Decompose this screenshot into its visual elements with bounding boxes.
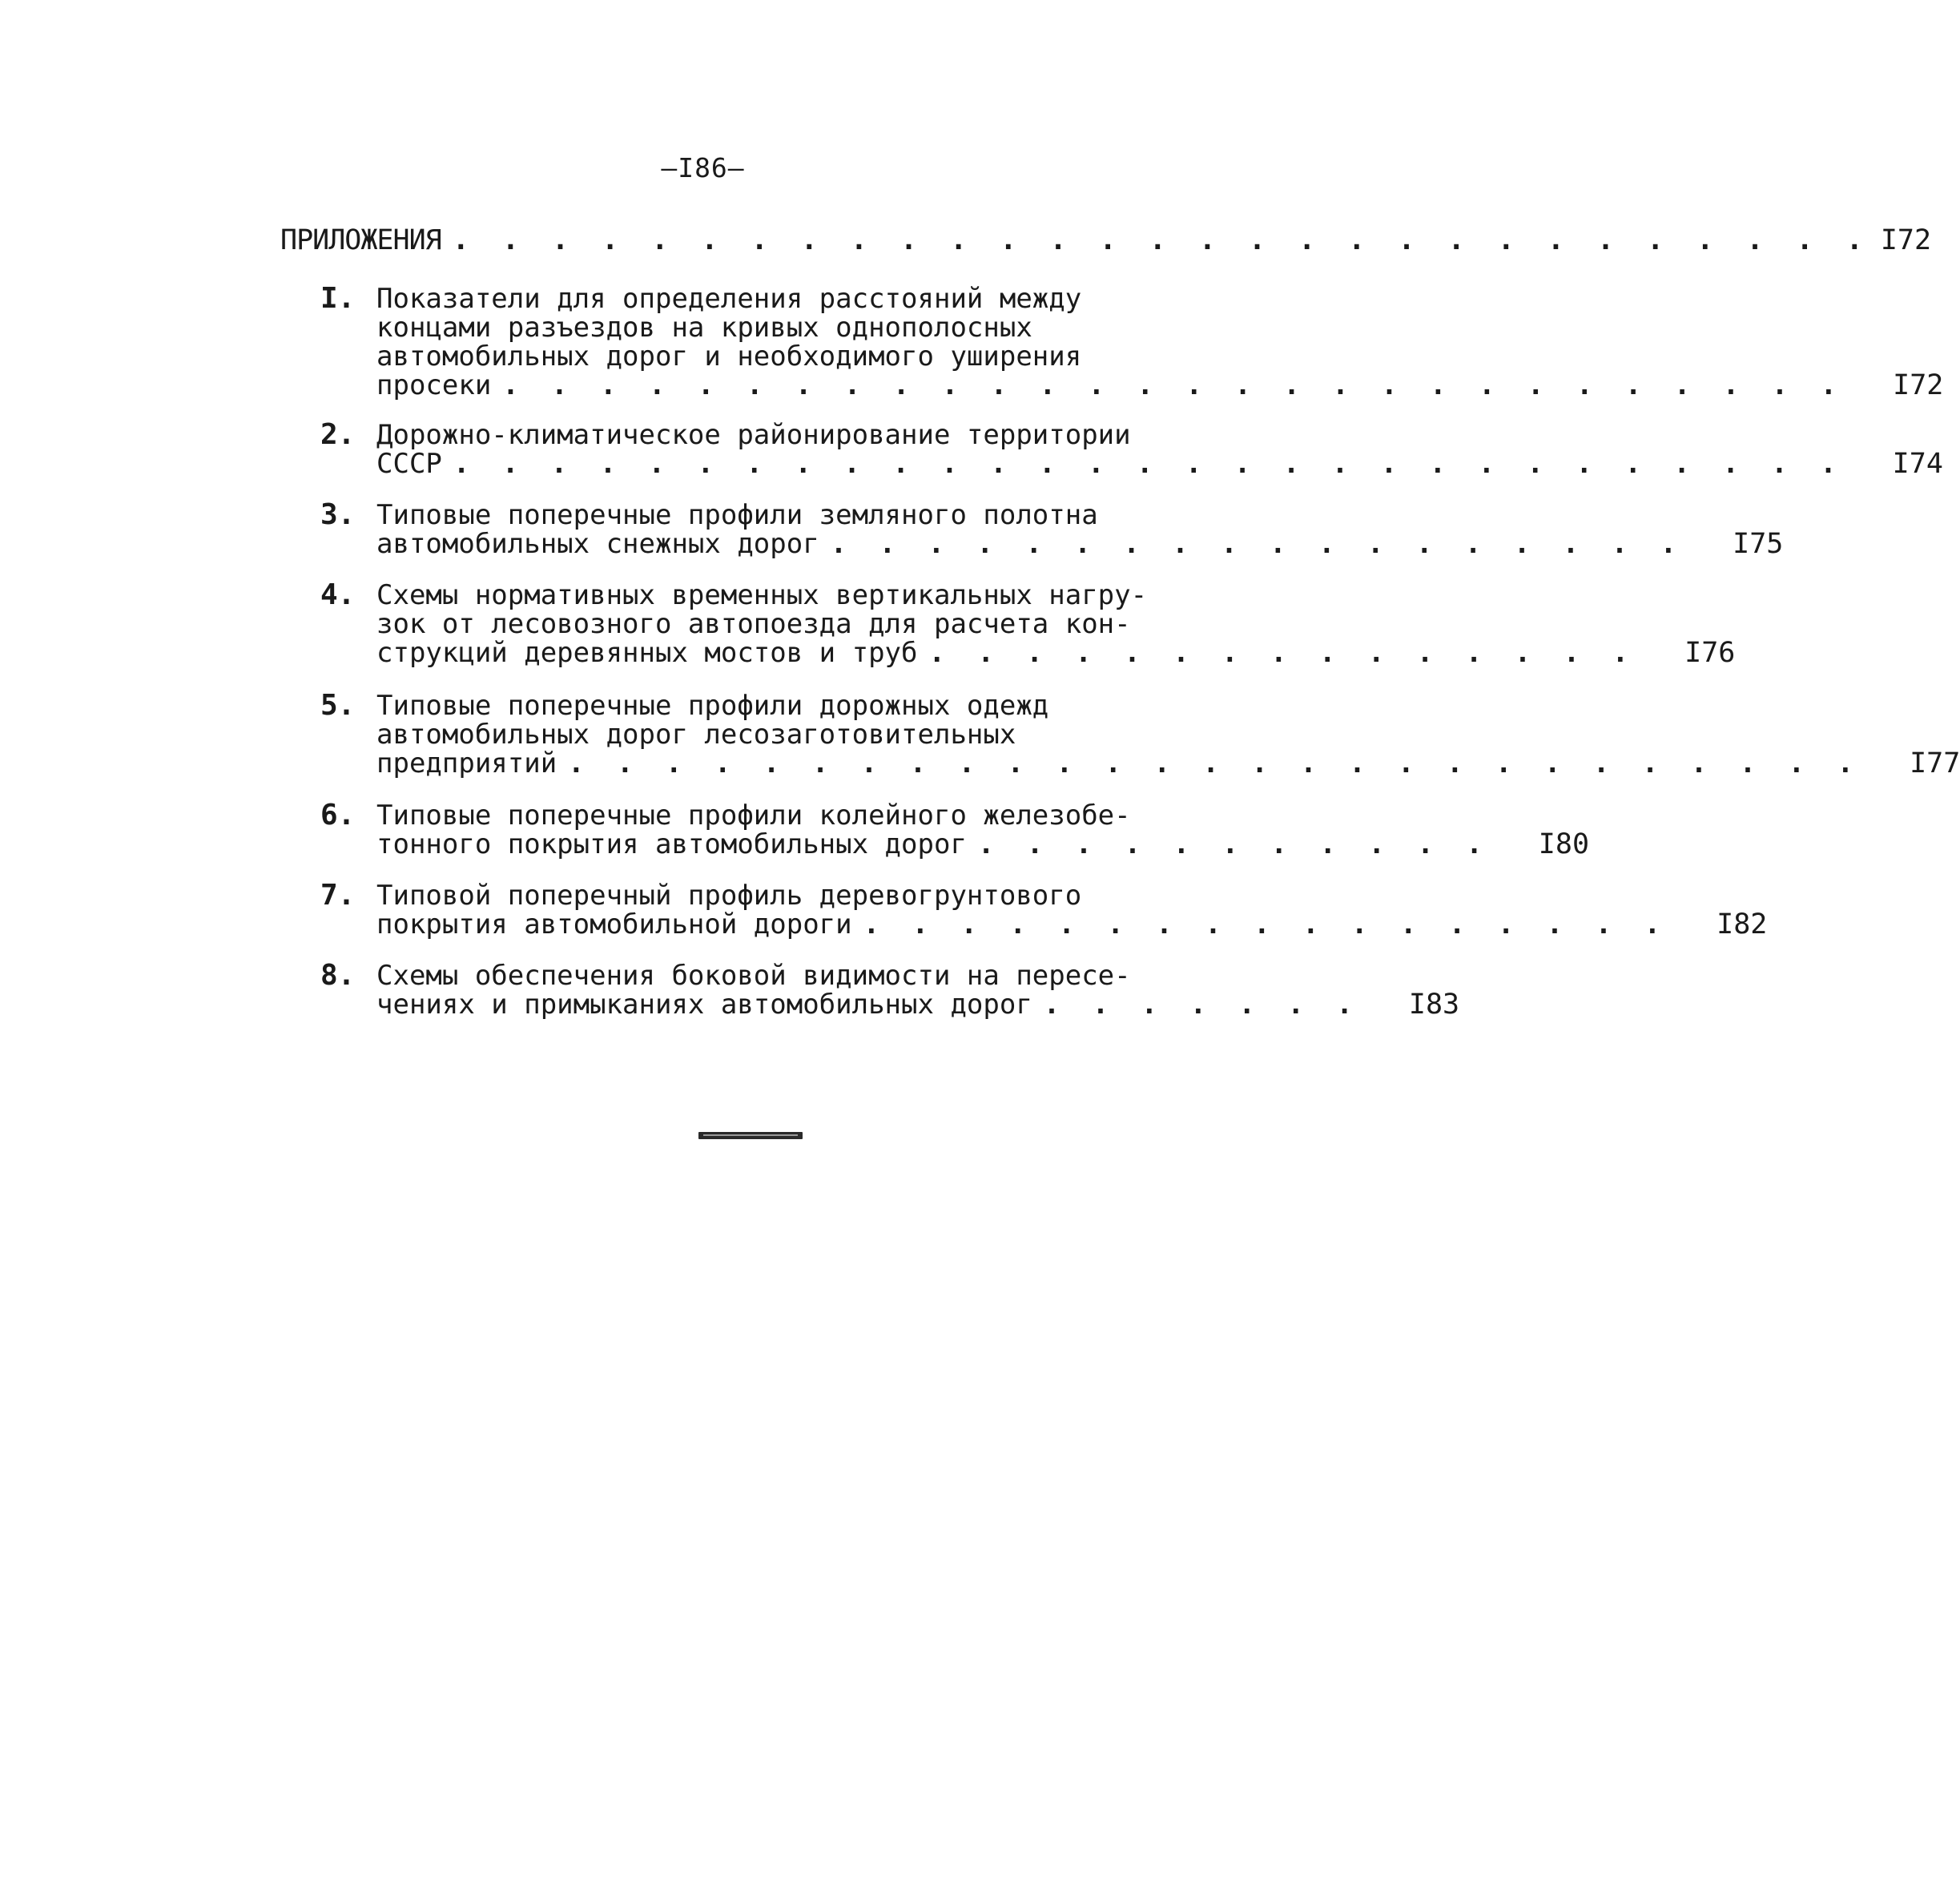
toc-heading	[280, 224, 1932, 256]
toc-entry-page: I83	[1408, 989, 1460, 1021]
toc-entry-line: чениях и примыканиях автомобильных дорог	[376, 989, 1032, 1021]
toc-entry-last-line	[376, 637, 1736, 669]
toc-entry-last-line	[376, 369, 1944, 401]
toc-entry-line: струкций деревянных мостов и труб	[376, 637, 918, 669]
toc-entry-line: автомобильных снежных дорог	[376, 528, 819, 560]
toc-entry-body	[376, 799, 1590, 860]
toc-entry-body	[376, 579, 1736, 669]
toc-entry-line: Схемы нормативных временных вертикальных нагру-	[376, 579, 1148, 611]
toc-entry-body	[376, 880, 1768, 940]
toc-entry-number: 5.	[320, 689, 356, 722]
toc-entry-page: I82	[1717, 908, 1768, 940]
toc-entry-body	[376, 499, 1784, 560]
toc-entry-line: предприятий	[376, 747, 557, 779]
toc-entry-line: Дорожно-климатическое районирование территории	[376, 419, 1131, 451]
toc-entry-number: 2.	[320, 418, 356, 451]
toc-heading-page: I72	[1880, 224, 1932, 256]
dot-leader: . . . . . . . . . . . . . . . . . . . . . . . . . . . . .	[452, 224, 1871, 256]
toc-entry-line: автомобильных дорог и необходимого уширения	[376, 340, 1082, 373]
toc-entry-body	[376, 283, 1944, 401]
toc-entry-last-line	[376, 828, 1590, 860]
toc-entry-line: тонного покрытия автомобильных дорог	[376, 828, 967, 860]
toc-entry-last-line	[376, 528, 1784, 560]
toc-entry-line: Типовой поперечный профиль деревогрунтового	[376, 880, 1082, 912]
toc-entry-page: I77	[1910, 747, 1960, 779]
dot-leader: . . . . . . . . . . . . . . . . . . . . . . . . . . . . .	[453, 448, 1845, 480]
toc-entry-last-line	[376, 908, 1768, 940]
toc-heading-title: ПРИЛОЖЕНИЯ	[280, 224, 441, 256]
toc-entry-number: 3.	[320, 498, 356, 531]
toc-entry-line: Схемы обеспечения боковой видимости на пересе-	[376, 960, 1131, 992]
toc-entry-line: автомобильных дорог лесозаготовительных	[376, 719, 1016, 751]
toc-entry-line: просеки	[376, 369, 492, 401]
toc-entry-last-line	[376, 989, 1460, 1021]
toc-entry-number: 6.	[320, 799, 356, 832]
toc-entry-body	[376, 960, 1460, 1021]
toc-entry-number: 7.	[320, 879, 356, 912]
end-of-section-rule	[698, 1132, 803, 1139]
toc-entry-line: Типовые поперечные профили колейного железобе-	[376, 799, 1131, 832]
dot-leader: . . . . . . . . . . . . . . . . .	[863, 908, 1669, 940]
toc-entry-line: концами разъездов на кривых однополосных	[376, 312, 1032, 344]
toc-entry-line: Типовые поперечные профили земляного полотна	[376, 499, 1098, 531]
toc-entry-line: Типовые поперечные профили дорожных одежд	[376, 690, 1049, 722]
toc-entry-page: I80	[1538, 828, 1590, 860]
toc-entry-page: I74	[1892, 448, 1943, 480]
toc-entry-page: I72	[1893, 369, 1944, 401]
page-number: —I86—	[661, 152, 745, 183]
toc-entry-last-line	[376, 448, 1943, 480]
toc-entry-body	[376, 690, 1960, 779]
dot-leader: . . . . . . .	[1043, 989, 1361, 1021]
toc-entry-page: I76	[1684, 637, 1736, 669]
toc-entry-last-line	[376, 747, 1960, 779]
toc-entry-body	[376, 419, 1943, 480]
toc-entry-line: Показатели для определения расстояний между	[376, 283, 1082, 315]
dot-leader: . . . . . . . . . . .	[977, 828, 1491, 860]
toc-entry-number: 4.	[320, 578, 356, 611]
toc-entry-number: I.	[320, 282, 356, 315]
toc-entry-number: 8.	[320, 959, 356, 992]
toc-entry-line: покрытия автомобильной дороги	[376, 908, 852, 940]
dot-leader: . . . . . . . . . . . . . . .	[928, 637, 1637, 669]
toc-entry-page: I75	[1733, 528, 1784, 560]
dot-leader: . . . . . . . . . . . . . . . . . . . . . . . . . . .	[568, 747, 1862, 779]
dot-leader: . . . . . . . . . . . . . . . . . .	[830, 528, 1685, 560]
dot-leader: . . . . . . . . . . . . . . . . . . . . . . . . . . . .	[502, 369, 1845, 401]
toc-entry-line: СССР	[376, 448, 442, 480]
toc-entry-line: зок от лесовозного автопоезда для расчета кон-	[376, 608, 1131, 640]
